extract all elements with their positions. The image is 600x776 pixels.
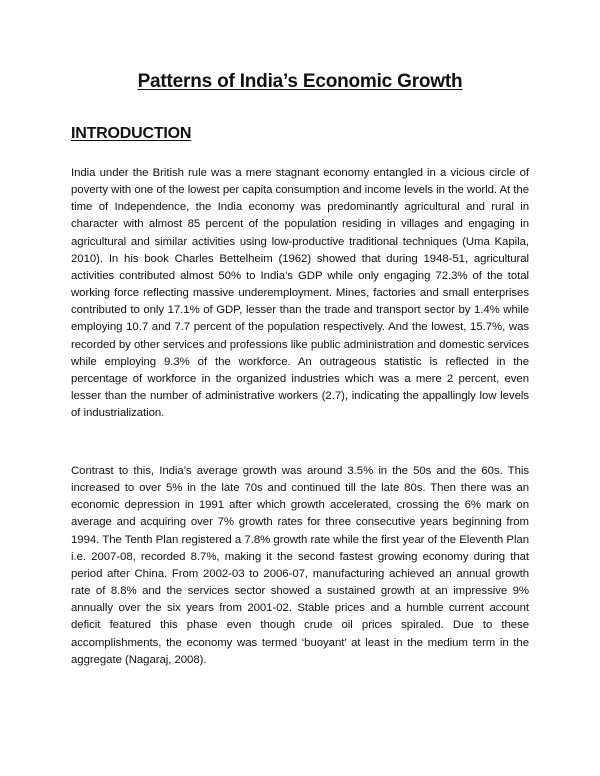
paragraph: Contrast to this, India’s average growth was around 3.5% in the 50s and the 60s. This increased to over 5% in the late 70s and continued till the late 80s. Then there was an economic depression in 1991 after which growth accelerated, crossing the 6% mark on average and acquiring over 7% growth rates for three consecutive years beginning from 1994. The Tenth Plan registered a 7.8% growth rate while the first year of the Eleventh Plan i.e. 2007-08, recorded 8.7%, making it the second fastest growing economy during that period after China. From 2002-03 to 2006-07, manufacturing achieved an annual growth rate of 8.8% and the services sector showed a sustained growth at an impressive 9% annually over the six years from 2001-02. Stable prices and a humble current account deficit featured this phase even though crude oil prices spiraled. Due to these accomplishments, the economy was termed ‘buoyant’ at least in the medium term in the aggregate (Nagaraj, 2008). [71,465,529,666]
paragraph: India under the British rule was a mere stagnant economy entangled in a vicious circle of poverty with one of the lowest per capita consumption and income levels in the world. At the time of Independence, the India economy was predominantly agricultural and rural in character with almost 85 percent of the population residing in villages and engaging in agricultural and similar activities using low-productive traditional techniques (Uma Kapila, 2010). In his book Charles Bettelheim (1962) showed that during 1948-51, agricultural activities contributed almost 50% to India’s GDP while only engaging 72.3% of the total working force reflecting massive underemployment. Mines, factories and small enterprises contributed to only 17.1% of GDP, lesser than the trade and transport sector by 1.4% while employing 10.7 and 7.7 percent of the population respectively. And the lowest, 15.7%, was recorded by other services and professions like public administration and domestic services while employing 9.3% of the workforce. An outrageous statistic is reflected in the percentage of workforce in the organized industries which was a mere 2 percent, even lesser than the number of administrative workers (2.7), indicating the appallingly low levels of industrialization. [71,167,529,420]
document-title: Patterns of India’s Economic Growth [137,71,463,92]
section-heading-introduction: INTRODUCTION [71,125,192,142]
